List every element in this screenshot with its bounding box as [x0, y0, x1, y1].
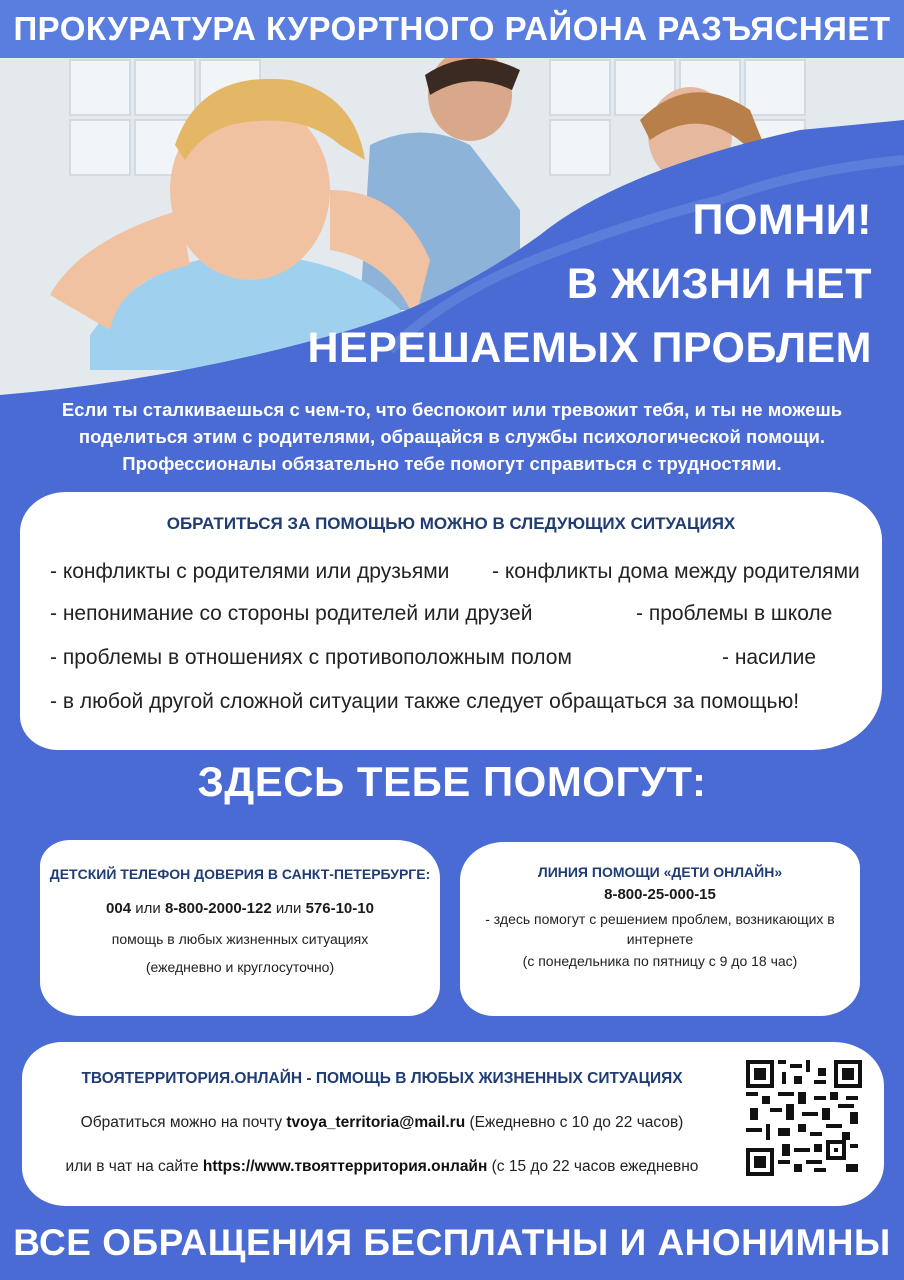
intro-line-1: Если ты сталкиваешься с чем-то, что беспокоит или тревожит тебя, и ты не можешь [61, 399, 843, 420]
online-line-card [460, 842, 860, 1016]
banner-title: ПРОКУРАТУРА КУРОРТНОГО РАЙОНА РАЗЪЯСНЯЕТ [13, 10, 891, 47]
intro-line-2: поделиться этим с родителями, обращайся в службы психологической помощи. [78, 426, 826, 447]
territory-site-link[interactable]: https://www.твояттерритория.онлайн [202, 1158, 488, 1175]
hotline-or: или [271, 900, 306, 917]
situation-item: - конфликты дома между родителями [492, 560, 860, 583]
online-line-hours: (с понедельника по пятницу с 9 до 18 час) [522, 953, 798, 969]
hotline-card [40, 840, 440, 1016]
situations-title: ОБРАТИТЬСЯ ЗА ПОМОЩЬЮ МОЖНО В СЛЕДУЮЩИХ СИТУАЦИЯХ [166, 514, 736, 533]
territory-email-link[interactable]: tvoya_territoria@mail.ru [286, 1114, 466, 1131]
footer-text: ВСЕ ОБРАЩЕНИЯ БЕСПЛАТНЫ И АНОНИМНЫ [13, 1222, 891, 1263]
hotline-phone-2[interactable]: 8-800-2000-122 [164, 900, 272, 917]
intro-text [20, 396, 884, 477]
headline-line-1: ПОМНИ! [692, 196, 872, 244]
hotline-title: ДЕТСКИЙ ТЕЛЕФОН ДОВЕРИЯ В САНКТ-ПЕТЕРБУРГЕ: [49, 866, 431, 882]
situation-item: - проблемы в отношениях с противоположным полом [50, 646, 572, 669]
hotline-phones [40, 900, 440, 917]
online-line-phone[interactable]: 8-800-25-000-15 [604, 886, 716, 903]
territory-mail-suffix: (Ежедневно с 10 до 22 часов) [465, 1114, 684, 1131]
headline-line-3: НЕРЕШАЕМЫХ ПРОБЛЕМ [307, 324, 872, 372]
situation-item: - насилие [722, 646, 816, 669]
online-line-desc: - здесь помогут с решением проблем, возникающих в интернете [485, 911, 835, 947]
top-banner [0, 0, 904, 58]
intro-line-3: Профессионалы обязательно тебе помогут справиться с трудностями. [122, 453, 782, 474]
territory-site-suffix: (с 15 до 22 часов ежедневно [487, 1158, 699, 1175]
online-line-title: ЛИНИЯ ПОМОЩИ «ДЕТИ ОНЛАЙН» [537, 864, 783, 880]
situations-card [20, 492, 882, 750]
situation-item: - проблемы в школе [636, 602, 833, 625]
headline-line-2: В ЖИЗНИ НЕТ [566, 260, 872, 308]
territory-site-line [22, 1158, 742, 1176]
territory-mail-line [22, 1114, 742, 1132]
territory-card [22, 1042, 884, 1206]
hotline-or: или [131, 900, 165, 917]
territory-site-prefix: или в чат на сайте [65, 1158, 203, 1175]
territory-title: ТВОЯТЕРРИТОРИЯ.ОНЛАЙН - ПОМОЩЬ В ЛЮБЫХ ЖИЗНЕННЫХ СИТУАЦИЯХ [81, 1070, 683, 1087]
situation-item: - непонимание со стороны родителей или друзей [50, 602, 533, 625]
territory-mail-prefix: Обратиться можно на почту [80, 1114, 287, 1131]
hotline-phone-1[interactable]: 004 [106, 900, 132, 917]
headline [307, 188, 872, 380]
situation-item: - в любой другой сложной ситуации также следует обращаться за помощью! [50, 690, 800, 713]
help-title: ЗДЕСЬ ТЕБЕ ПОМОГУТ: [197, 758, 707, 805]
situation-item: - конфликты с родителями или друзьями [50, 560, 450, 583]
hotline-hours: (ежедневно и круглосуточно) [145, 959, 335, 975]
qr-code-icon[interactable] [746, 1060, 862, 1176]
hotline-phone-3[interactable]: 576-10-10 [305, 900, 374, 917]
hotline-desc: помощь в любых жизненных ситуациях [111, 931, 369, 947]
